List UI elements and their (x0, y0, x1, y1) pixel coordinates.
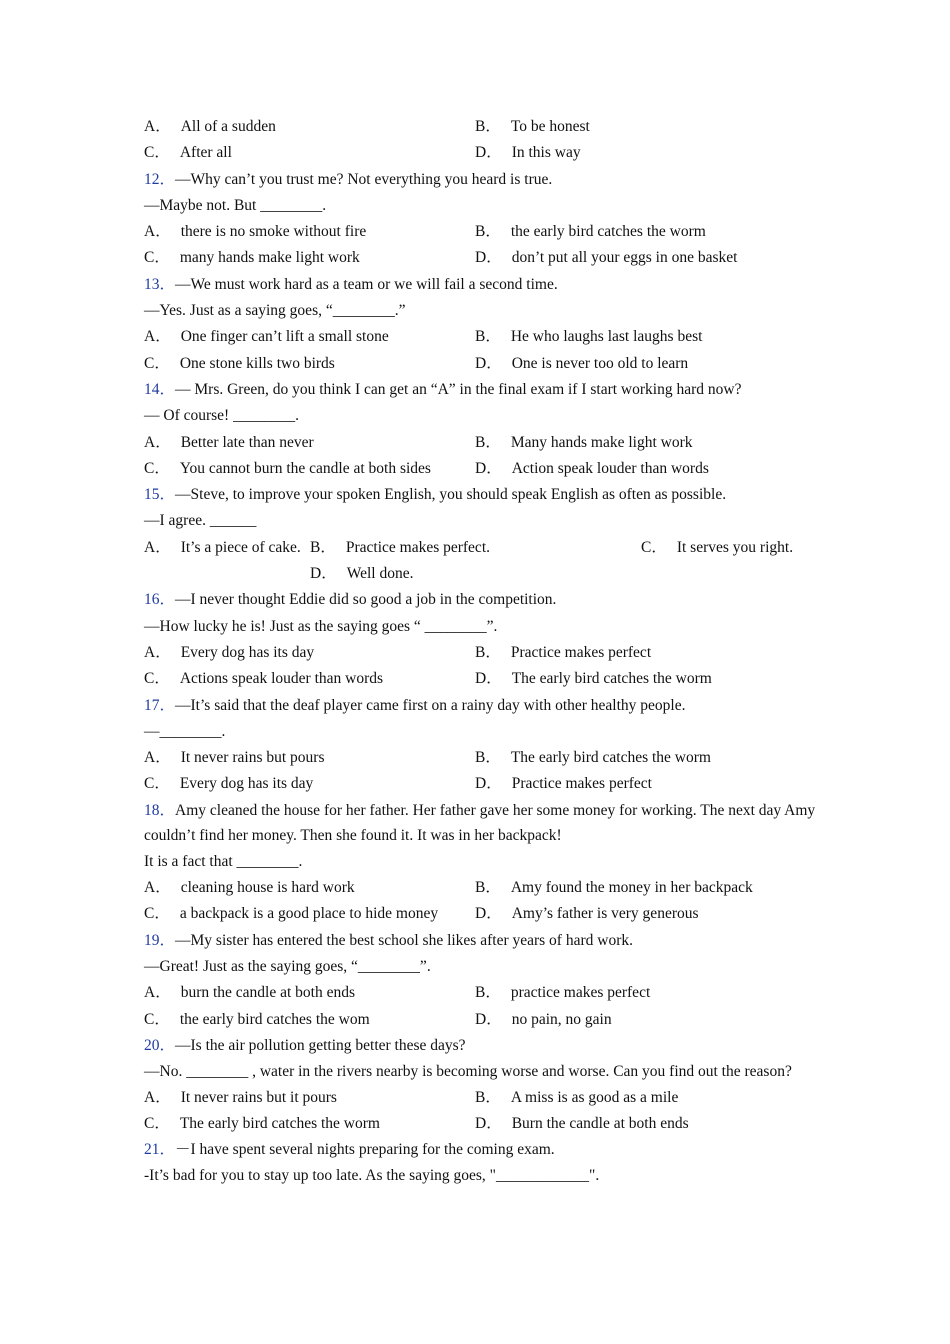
q12-option-b[interactable]: B． the early bird catches the worm (475, 223, 706, 241)
question-number: 14． (144, 380, 176, 398)
q12-options-row-1 (144, 219, 824, 245)
q16-option-c[interactable]: C． Actions speak louder than words (144, 670, 384, 688)
question-number: 16． (144, 591, 176, 609)
q21-stem: 21．－I have spent several nights preparing for the coming exam. (144, 1141, 555, 1159)
q17-options-row-1 (144, 745, 824, 771)
q18-reply: It is a fact that ________. (144, 852, 303, 870)
q15-option-c[interactable]: C． It serves you right. (641, 538, 794, 556)
q15-options-row-2 (144, 561, 824, 587)
q14-stem: 14．— Mrs. Green, do you think I can get an “A” in the final exam if I start working hard now? (144, 380, 742, 398)
q11-options-row-1 (144, 114, 824, 140)
q11-option-b[interactable]: B． To be honest (475, 118, 590, 135)
q14-options-row-1 (144, 430, 824, 456)
q21-reply: -It’s bad for you to stay up too late. As the saying goes, "____________". (144, 1167, 600, 1185)
q20-stem: 20．—Is the air pollution getting better these days? (144, 1036, 466, 1054)
q13-options-row-1 (144, 324, 824, 350)
q20-option-a[interactable]: A． It never rains but it pours (144, 1088, 337, 1106)
q17-stem: 17．—It’s said that the deaf player came first on a rainy day with other healthy people. (144, 696, 686, 714)
q15-stem: 15．—Steve, to improve your spoken English, you should speak English as often as possible. (144, 486, 727, 504)
q11-option-a[interactable]: A． All of a sudden (144, 118, 276, 135)
q18-stem: 18．Amy cleaned the house for her father. Her father gave her some money for working. The next day Amy couldn’t find her money. Then she found it. It was in her backpack! (144, 801, 816, 845)
q18-option-a[interactable]: A． cleaning house is hard work (144, 879, 355, 897)
q12-option-c[interactable]: C． many hands make light work (144, 249, 360, 267)
q14-options-row-2 (144, 456, 824, 482)
q13-option-d[interactable]: D． One is never too old to learn (475, 354, 689, 372)
q12-option-a[interactable]: A． there is no smoke without fire (144, 223, 367, 241)
q15-reply: —I agree. ______ (144, 512, 257, 530)
question-number: 19． (144, 931, 176, 949)
q18-option-c[interactable]: C． a backpack is a good place to hide money (144, 905, 439, 923)
q16-options-row-1 (144, 640, 824, 666)
question-number: 18． (144, 801, 176, 819)
q13-option-c[interactable]: C． One stone kills two birds (144, 354, 335, 372)
q19-option-a[interactable]: A． burn the candle at both ends (144, 984, 356, 1002)
q17-reply: —________. (144, 722, 226, 740)
q13-option-a[interactable]: A． One finger can’t lift a small stone (144, 328, 389, 346)
q12-option-d[interactable]: D． don’t put all your eggs in one basket (475, 249, 738, 267)
q11-options-row-2 (144, 140, 824, 166)
q13-option-b[interactable]: B． He who laughs last laughs best (475, 328, 703, 346)
q18-option-d[interactable]: D． Amy’s father is very generous (475, 905, 699, 923)
q17-option-b[interactable]: B． The early bird catches the worm (475, 749, 711, 767)
q19-options-row-1 (144, 980, 824, 1006)
q19-option-c[interactable]: C． the early bird catches the wom (144, 1010, 370, 1028)
q14-option-b[interactable]: B． Many hands make light work (475, 433, 693, 451)
q13-options-row-2 (144, 351, 824, 377)
question-number: 15． (144, 486, 176, 504)
q16-options-row-2 (144, 666, 824, 692)
q20-options-row-1 (144, 1085, 824, 1111)
q17-option-a[interactable]: A． It never rains but pours (144, 749, 325, 767)
question-number: 13． (144, 275, 176, 293)
q20-option-b[interactable]: B． A miss is as good as a mile (475, 1088, 679, 1106)
q15-option-d[interactable]: D． Well done. (310, 565, 414, 583)
q20-option-d[interactable]: D． Burn the candle at both ends (475, 1114, 689, 1132)
q11-option-c[interactable]: C． After all (144, 144, 232, 162)
q12-reply: —Maybe not. But ________. (144, 196, 327, 214)
q17-options-row-2 (144, 771, 824, 797)
question-number: 21． (144, 1141, 176, 1159)
q18-options-row-2 (144, 901, 824, 927)
q16-option-b[interactable]: B． Practice makes perfect (475, 643, 652, 661)
q18-options-row-1 (144, 875, 824, 901)
q20-reply: —No. ________ , water in the rivers nearby is becoming worse and worse. Can you find out the reason? (144, 1063, 792, 1081)
q14-option-a[interactable]: A． Better late than never (144, 433, 314, 451)
q12-options-row-2 (144, 245, 824, 271)
q17-option-c[interactable]: C． Every dog has its day (144, 775, 314, 793)
q15-option-a[interactable]: A． It’s a piece of cake. (144, 538, 301, 556)
q19-reply: —Great! Just as the saying goes, “________”. (144, 957, 431, 975)
question-number: 17． (144, 696, 176, 714)
question-number: 12． (144, 170, 176, 188)
q19-option-d[interactable]: D． no pain, no gain (475, 1010, 612, 1028)
q16-stem: 16．—I never thought Eddie did so good a job in the competition. (144, 591, 557, 609)
worksheet-page (144, 114, 824, 1190)
q11-option-d[interactable]: D． In this way (475, 144, 581, 162)
q13-stem: 13．—We must work hard as a team or we will fail a second time. (144, 275, 558, 293)
q16-reply: —How lucky he is! Just as the saying goes “ ________”. (144, 617, 498, 635)
q12-stem: 12．—Why can’t you trust me? Not everything you heard is true. (144, 170, 553, 188)
q19-stem: 19．—My sister has entered the best school she likes after years of hard work. (144, 931, 633, 949)
q15-option-b[interactable]: B． Practice makes perfect. (310, 538, 490, 556)
q17-option-d[interactable]: D． Practice makes perfect (475, 775, 652, 793)
q20-option-c[interactable]: C． The early bird catches the worm (144, 1114, 380, 1132)
q15-options-row-1 (144, 535, 824, 561)
q14-reply: — Of course! ________. (144, 407, 299, 425)
question-number: 20． (144, 1036, 176, 1054)
q16-option-a[interactable]: A． Every dog has its day (144, 643, 315, 661)
q19-options-row-2 (144, 1007, 824, 1033)
q19-option-b[interactable]: B． practice makes perfect (475, 984, 651, 1002)
q16-option-d[interactable]: D． The early bird catches the worm (475, 670, 712, 688)
q20-options-row-2 (144, 1111, 824, 1137)
q13-reply: —Yes. Just as a saying goes, “________.” (144, 302, 406, 320)
q14-option-d[interactable]: D． Action speak louder than words (475, 459, 709, 477)
q18-option-b[interactable]: B． Amy found the money in her backpack (475, 879, 753, 897)
q14-option-c[interactable]: C． You cannot burn the candle at both sides (144, 459, 431, 477)
